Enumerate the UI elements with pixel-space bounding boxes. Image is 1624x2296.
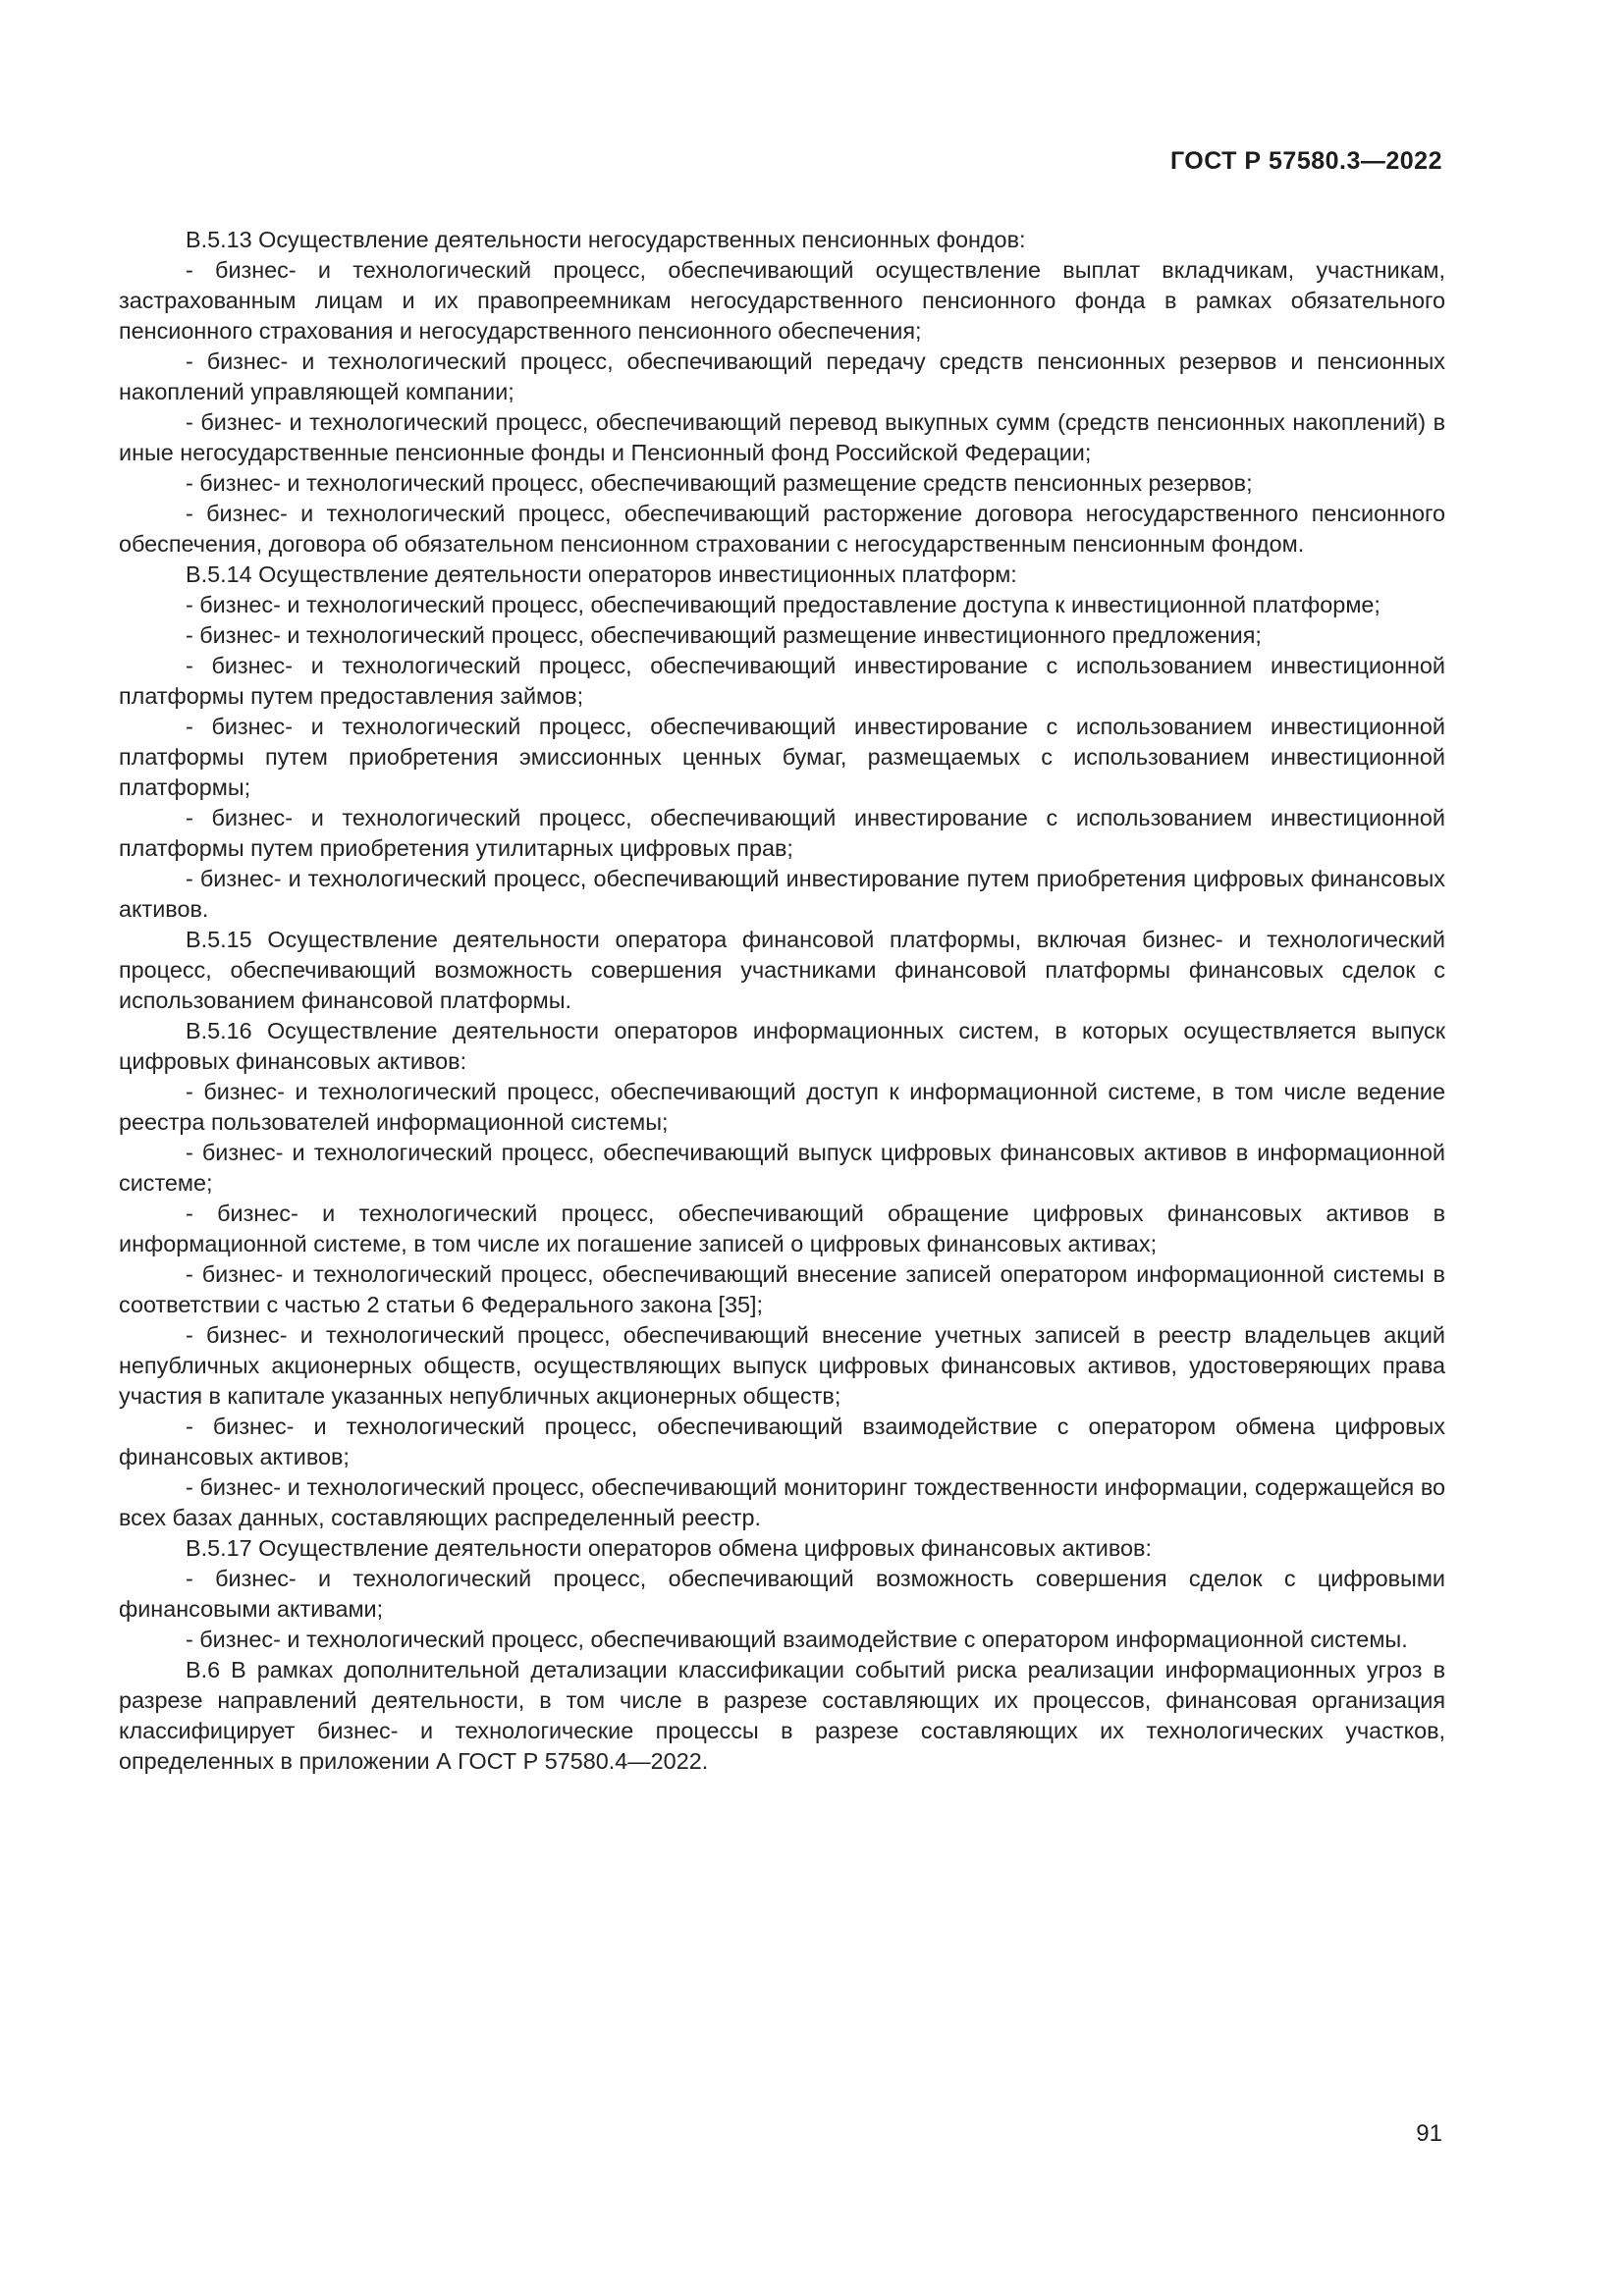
- list-item: - бизнес- и технологический процесс, обеспечивающий размещение средств пенсионных резервов;: [186, 470, 1253, 496]
- list-item: - бизнес- и технологический процесс, обеспечивающий осуществление выплат вкладчикам, участникам, застрахованным лицам и их правопреемникам негосударственного пенсионного фонда в рамках обязательного пенсионного страхования и негосударственного пенсионного обеспечения;: [119, 257, 1445, 344]
- list-item: - бизнес- и технологический процесс, обеспечивающий перевод выкупных сумм (средств пенсионных накоплений) в иные негосударственные пенсионные фонды и Пенсионный фонд Российской Федерации;: [119, 409, 1445, 465]
- paragraph: В.5.16 Осуществление деятельности операторов информационных систем, в которых осуществляется выпуск цифровых финансовых активов:: [119, 1018, 1445, 1074]
- list-item: - бизнес- и технологический процесс, обеспечивающий инвестирование путем приобретения цифровых финансовых активов.: [119, 866, 1445, 922]
- page-number: 91: [1416, 2120, 1442, 2147]
- paragraph: В.5.17 Осуществление деятельности операторов обмена цифровых финансовых активов:: [186, 1535, 1152, 1561]
- list-item: - бизнес- и технологический процесс, обеспечивающий инвестирование с использованием инвестиционной платформы путем приобретения эмиссионных ценных бумаг, размещаемых с использованием инвестиционной платформы;: [119, 714, 1445, 800]
- list-item: - бизнес- и технологический процесс, обеспечивающий инвестирование с использованием инвестиционной платформы путем предоставления займов;: [119, 653, 1445, 709]
- list-item: - бизнес- и технологический процесс, обеспечивающий выпуск цифровых финансовых активов в информационной системе;: [119, 1140, 1445, 1196]
- paragraph: В.5.15 Осуществление деятельности оператора финансовой платформы, включая бизнес- и технологический процесс, обеспечивающий возможность совершения участниками финансовой платформы финансовых сделок с использованием финансовой платформы.: [119, 927, 1445, 1013]
- list-item: - бизнес- и технологический процесс, обеспечивающий внесение учетных записей в реестр владельцев акций непубличных акционерных обществ, осуществляющих выпуск цифровых финансовых активов, удостоверяющих права участия в капитале указанных непубличных акционерных обществ;: [119, 1322, 1445, 1409]
- list-item: - бизнес- и технологический процесс, обеспечивающий внесение записей оператором информационной системы в соответствии с частью 2 статьи 6 Федерального закона [35];: [119, 1261, 1445, 1317]
- paragraph: В.6 В рамках дополнительной детализации классификации событий риска реализации информационных угроз в разрезе направлений деятельности, в том числе в разрезе составляющих их процессов, финансовая организация классифицирует бизнес- и технологические процессы в разрезе составляющих их технологических участков, определенных в приложении А ГОСТ Р 57580.4—2022.: [119, 1657, 1445, 1774]
- standard-header: ГОСТ Р 57580.3—2022: [1169, 147, 1442, 175]
- list-item: - бизнес- и технологический процесс, обеспечивающий инвестирование с использованием инвестиционной платформы путем приобретения утилитарных цифровых прав;: [119, 805, 1445, 861]
- list-item: - бизнес- и технологический процесс, обеспечивающий доступ к информационной системе, в том числе ведение реестра пользователей информационной системы;: [119, 1079, 1445, 1135]
- list-item: - бизнес- и технологический процесс, обеспечивающий передачу средств пенсионных резервов и пенсионных накоплений управляющей компании;: [119, 348, 1445, 404]
- list-item: - бизнес- и технологический процесс, обеспечивающий размещение инвестиционного предложения;: [186, 622, 1262, 648]
- list-item: - бизнес- и технологический процесс, обеспечивающий мониторинг тождественности информации, содержащейся во всех базах данных, составляющих распределенный реестр.: [119, 1474, 1445, 1530]
- list-item: - бизнес- и технологический процесс, обеспечивающий обращение цифровых финансовых активов в информационной системе, в том числе их погашение записей о цифровых финансовых активах;: [119, 1201, 1445, 1256]
- paragraph: В.5.14 Осуществление деятельности операторов инвестиционных платформ:: [186, 561, 1017, 587]
- list-item: - бизнес- и технологический процесс, обеспечивающий расторжение договора негосударственного пенсионного обеспечения, договора об обязательном пенсионном страховании с негосударственным пенсионным фондом.: [119, 501, 1445, 557]
- list-item: - бизнес- и технологический процесс, обеспечивающий возможность совершения сделок с цифровыми финансовыми активами;: [119, 1566, 1445, 1622]
- list-item: - бизнес- и технологический процесс, обеспечивающий взаимодействие с оператором информационной системы.: [186, 1627, 1408, 1652]
- paragraph: В.5.13 Осуществление деятельности негосударственных пенсионных фондов:: [186, 227, 1026, 252]
- body-text: [119, 225, 1445, 1777]
- list-item: - бизнес- и технологический процесс, обеспечивающий взаимодействие с оператором обмена цифровых финансовых активов;: [119, 1414, 1445, 1469]
- list-item: - бизнес- и технологический процесс, обеспечивающий предоставление доступа к инвестиционной платформе;: [186, 592, 1380, 617]
